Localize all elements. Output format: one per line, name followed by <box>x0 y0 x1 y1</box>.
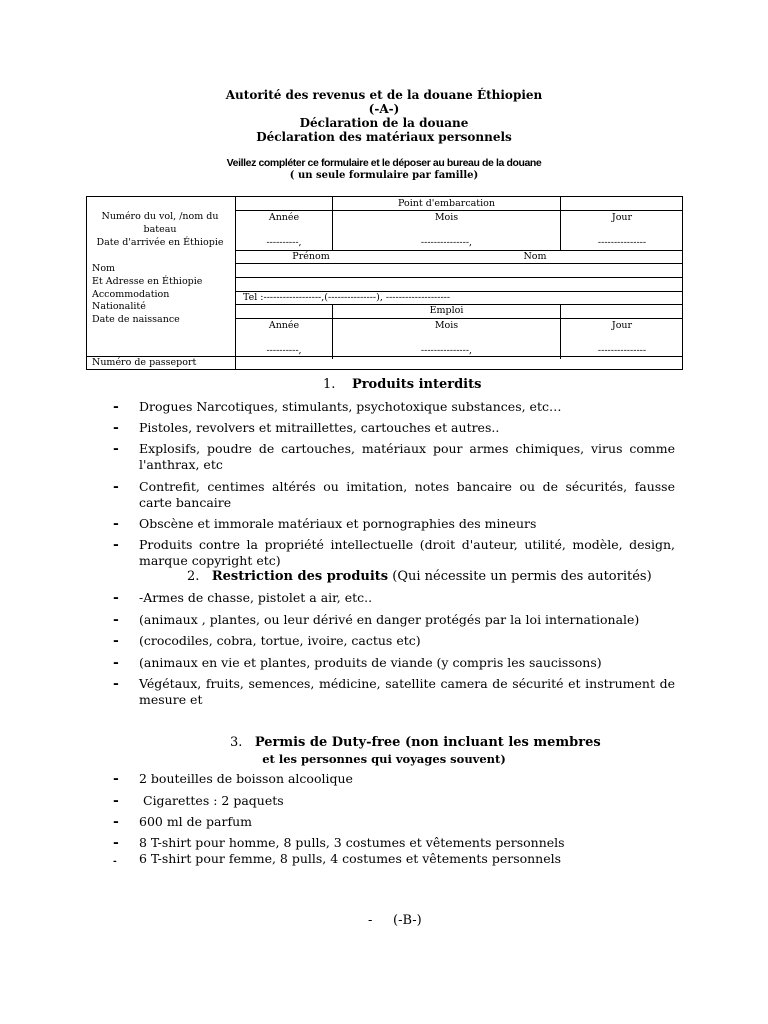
list-item: - (animaux , plantes, ou leur dérivé en danger protégés par la loi internationale) <box>113 612 640 628</box>
declaration-form <box>86 196 683 370</box>
arrival-year-label: Année <box>268 212 300 223</box>
flight-label: Numéro du vol, /nom du bateau <box>101 211 219 235</box>
name-label: Nom <box>92 263 116 274</box>
part-label: (-A-) <box>368 102 400 116</box>
firstname-label: Prénom <box>292 251 330 262</box>
list-item: - 600 ml de parfum <box>113 814 252 830</box>
arrival-year-field[interactable]: ----------, <box>266 237 302 248</box>
list-item: - Drogues Narcotiques, stimulants, psychotoxique substances, etc… <box>113 399 562 415</box>
list-item: - 6 T-shirt pour femme, 8 pulls, 4 costumes et vêtements personnels <box>113 851 562 867</box>
passport-field[interactable] <box>236 357 683 369</box>
list-item: - Cigarettes : 2 paquets <box>113 793 284 809</box>
list-item: - -Armes de chasse, pistolet a air, etc.. <box>113 590 373 606</box>
embarkation-label: Point d'embarcation <box>397 198 495 209</box>
document-title: Déclaration de la douane <box>299 116 469 130</box>
list-item: - Produits contre la propriété intellectuelle (droit d'auteur, utilité, modèle, design, marque copyright etc) <box>113 537 675 568</box>
lastname-label: Nom <box>523 251 547 262</box>
list-item: - Obscène et immorale matériaux et pornographies des mineurs <box>113 516 537 532</box>
arrival-label: Date d'arrivée en Éthiopie <box>96 236 224 248</box>
section1-heading: 1. Produits interdits <box>323 377 482 392</box>
birth-year-field[interactable]: ----------, <box>266 345 302 356</box>
birth-day-label: Jour <box>611 320 633 331</box>
address-label: Et Adresse en Éthiopie <box>92 275 203 287</box>
name-field[interactable] <box>236 264 683 277</box>
list-item: - Végétaux, fruits, semences, médicine, satellite camera de sécurité et instrument de mesure et <box>113 676 675 707</box>
list-item: - (crocodiles, cobra, tortue, ivoire, cactus etc) <box>113 633 421 649</box>
job-label: Emploi <box>429 305 464 316</box>
footer-part-label: (-B-) <box>393 913 422 928</box>
section2-heading: 2. Restriction des produits (Qui nécessite un permis des autorités) <box>187 569 652 584</box>
list-item: - (animaux en vie et plantes, produits de viande (y compris les saucissons) <box>113 655 602 671</box>
list-item: - Contrefit, centimes altérés ou imitation, notes bancaire ou de sécurités, fausse carte bancaire <box>113 479 675 510</box>
birth-day-field[interactable]: --------------- <box>597 345 647 356</box>
instruction-note: ( un seule formulaire par famille) <box>289 170 479 181</box>
list-item: - Explosifs, poudre de cartouches, matériaux pour armes chimiques, virus comme l'anthrax, etc <box>113 441 675 472</box>
birthdate-label: Date de naissance <box>92 314 180 326</box>
birth-year-label: Année <box>268 320 300 331</box>
birth-month-field[interactable]: ---------------, <box>420 345 473 356</box>
arrival-day-field[interactable]: --------------- <box>597 237 647 248</box>
arrival-month-label: Mois <box>434 212 459 223</box>
arrival-day-label: Jour <box>611 212 633 223</box>
section3-heading: 3. Permis de Duty-free (non incluant les membres <box>230 735 601 750</box>
footer-dash: - <box>368 913 373 928</box>
address-field[interactable] <box>236 278 683 291</box>
accommodation-label: Accommodation <box>92 288 170 300</box>
list-item: - 2 bouteilles de boisson alcoolique <box>113 771 353 787</box>
birth-month-label: Mois <box>434 320 459 331</box>
tel-field[interactable]: Tel :------------------,(---------------), -------------------- <box>243 292 451 303</box>
arrival-month-field[interactable]: ---------------, <box>420 237 473 248</box>
nationality-label: Nationalité <box>92 301 146 313</box>
section3-subheading: et les personnes qui voyages souvent) <box>262 752 506 766</box>
list-item: - Pistoles, revolvers et mitraillettes, cartouches et autres.. <box>113 420 500 436</box>
list-item: - 8 T-shirt pour homme, 8 pulls, 3 costumes et vêtements personnels <box>113 835 565 851</box>
instruction-text: Veillez compléter ce formulaire et le déposer au bureau de la douane <box>226 157 542 169</box>
document-subtitle: Déclaration des matériaux personnels <box>256 130 512 144</box>
authority-title: Autorité des revenus et de la douane Éthiopien <box>225 88 543 102</box>
passport-label: Numéro de passeport <box>92 357 197 368</box>
